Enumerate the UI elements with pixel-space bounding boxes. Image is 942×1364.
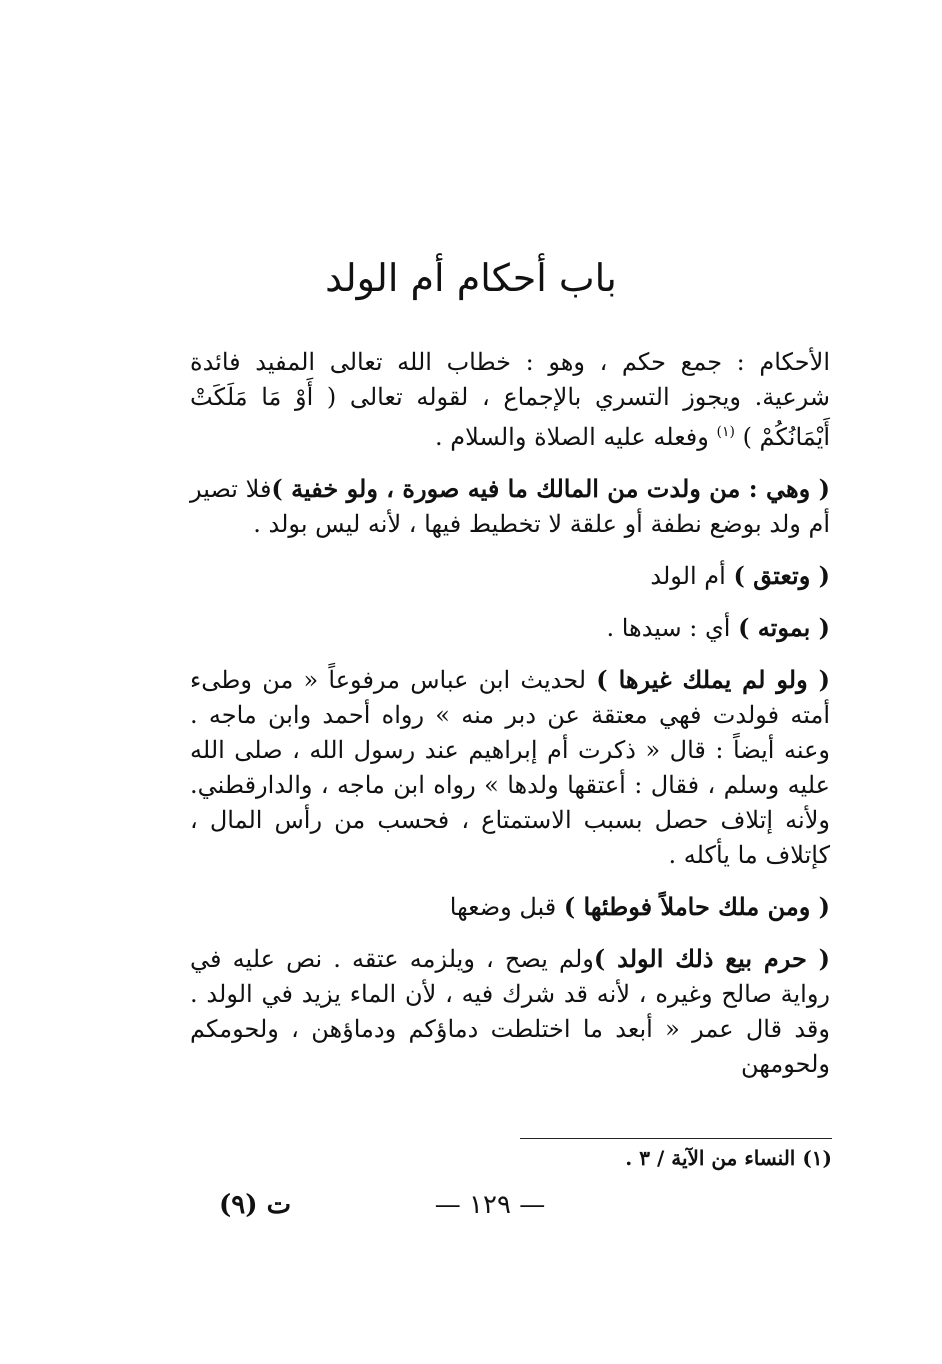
- matn-text: ( بموته ): [738, 613, 830, 642]
- matn-text: ( ولو لم يملك غيرها ): [596, 665, 830, 694]
- footnote-divider: [520, 1138, 832, 1139]
- matn-text: ( وهي : من ولدت من المالك ما فيه صورة ، ولو خفية ): [271, 474, 830, 503]
- body-text: [190, 345, 830, 1098]
- commentary-text: فلا تصير أم ولد بوضع نطفة أو علقة لا تخطيط فيها ، لأنه ليس بولد .: [190, 475, 830, 538]
- footnote: (١) النساء من الآية / ٣ .: [625, 1146, 832, 1170]
- commentary-text: لحديث ابن عباس مرفوعاً « من وطىء أمته فولدت فهي معتقة عن دبر منه » رواه أحمد وابن ماجه . وعنه أيضاً : قال « ذكرت أم إبراهيم عند رسول الله ، صلى الله عليه وسلم ، فقال : أعتقها ولدها » رواه ابن ماجه ، والدارقطني. ولأنه إتلاف حصل بسبب الاستمتاع ، فحسب من رأس المال ، كإتلاف ما يأكله .: [190, 666, 830, 869]
- paragraph: [190, 558, 830, 594]
- paragraph: [190, 941, 830, 1082]
- matn-text: ( ومن ملك حاملاً فوطئها ): [563, 892, 830, 921]
- chapter-title: باب أحكام أم الولد: [325, 256, 617, 300]
- commentary-text: أم الولد: [650, 562, 734, 590]
- commentary-text: ولم يصح ، ويلزمه عتقه . نص عليه في رواية صالح وغيره ، لأنه قد شرك فيه ، لأن الماء يزيد في الولد . وقد قال عمر « أبعد ما اختلطت دماؤكم ودماؤهن ، ولحومكم ولحومهن: [190, 945, 831, 1078]
- commentary-text: أي : سيدها .: [606, 614, 739, 642]
- paragraph: [190, 889, 830, 925]
- commentary-text: الأحكام : جمع حكم ، وهو : خطاب الله تعالى المفيد فائدة شرعية. ويجوز التسري بالإجماع ، لقوله تعالى ( أَوْ مَا مَلَكَتْ أَيْمَانُكُمْ ): [190, 348, 830, 451]
- signature-mark: ت (٩): [218, 1190, 292, 1220]
- paragraph: [190, 662, 830, 873]
- page-number: — ١٢٩ —: [434, 1190, 546, 1220]
- commentary-text: قبل وضعها: [449, 893, 564, 921]
- paragraph: [190, 471, 830, 542]
- commentary-text: وفعله عليه الصلاة والسلام .: [435, 423, 717, 451]
- paragraph: [190, 610, 830, 646]
- matn-text: ( حرم بيع ذلك الولد ): [593, 944, 831, 973]
- matn-text: ( وتعتق ): [733, 561, 830, 590]
- footnote-ref: (١): [716, 424, 735, 440]
- paragraph: [190, 345, 830, 455]
